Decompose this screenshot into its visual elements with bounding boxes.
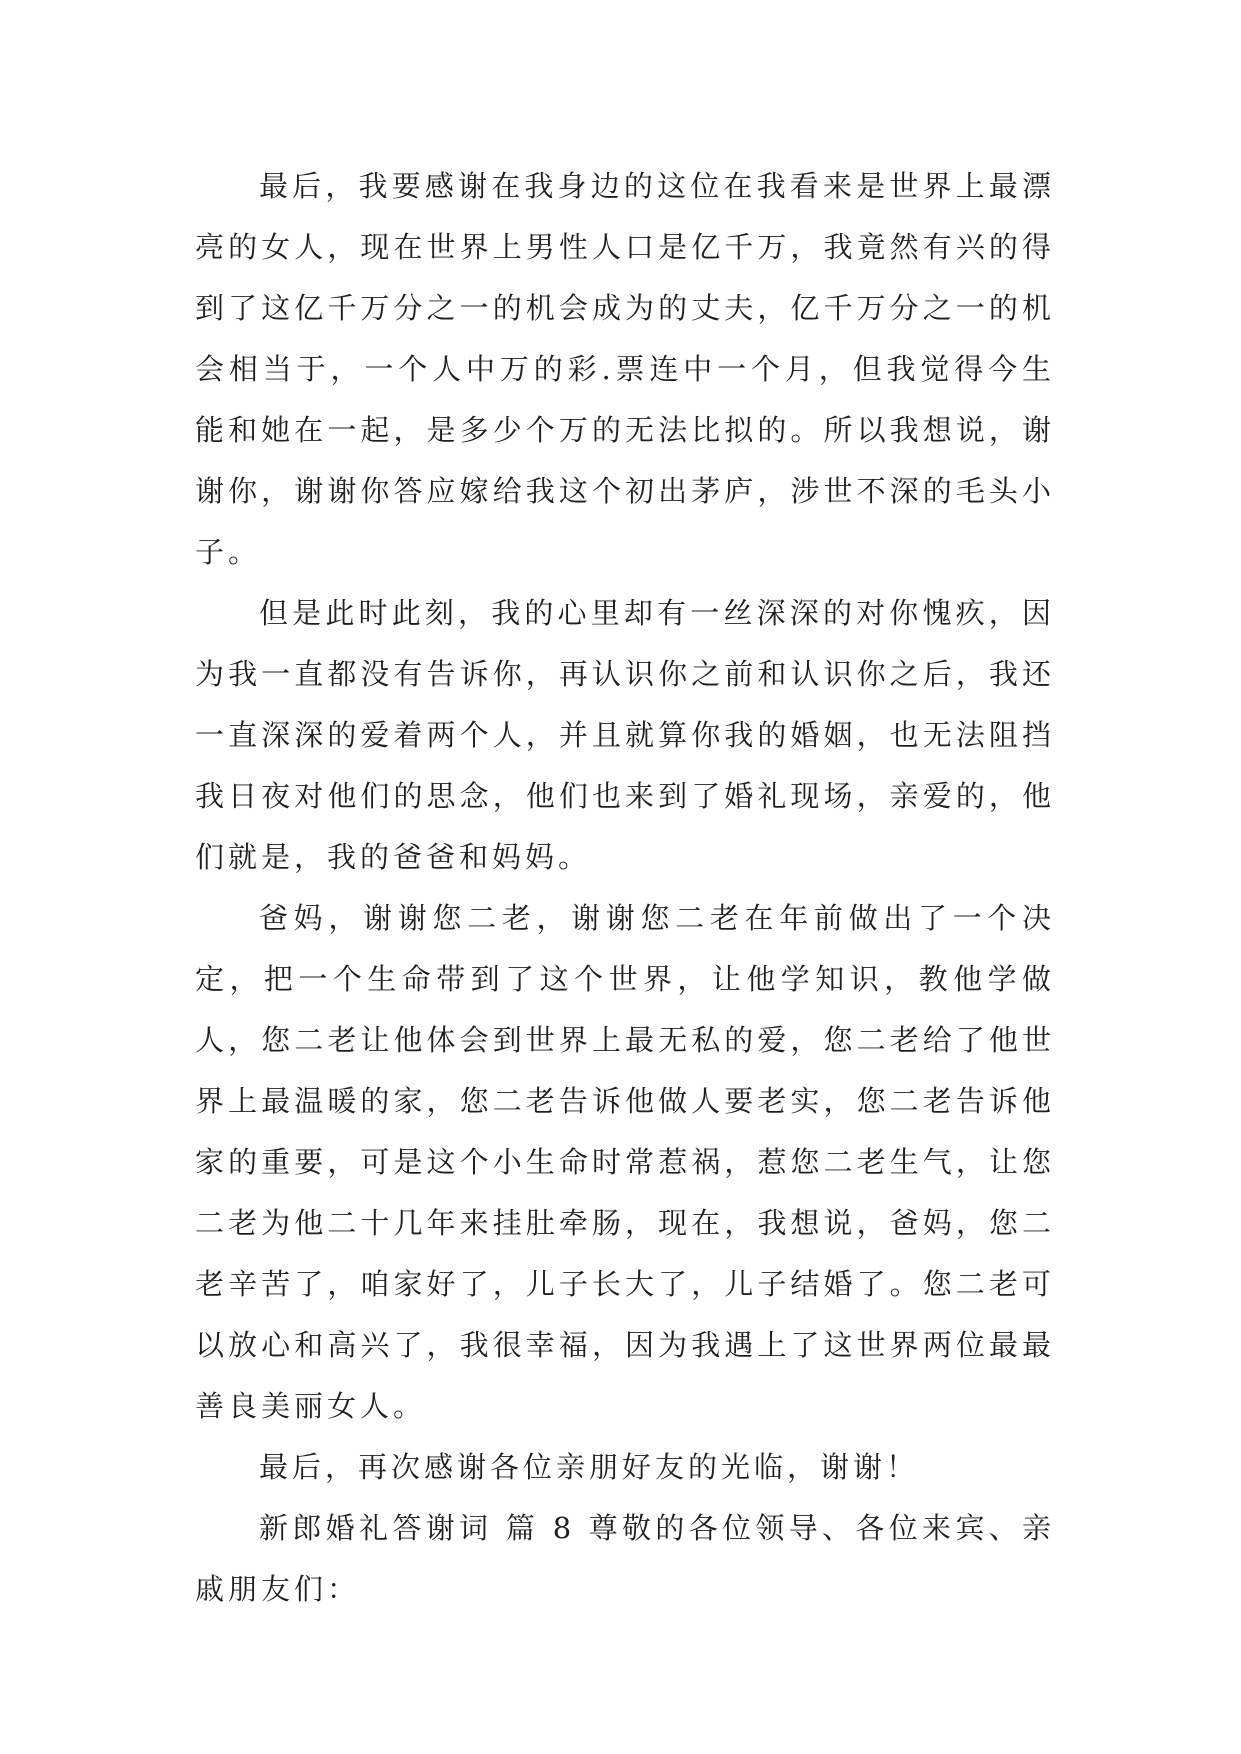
paragraph-thanks-bride: 最后，我要感谢在我身边的这位在我看来是世界上最漂亮的女人，现在世界上男性人口是亿千万，我竟然有兴的得到了这亿千万分之一的机会成为的丈夫，亿千万分之一的机会相当于，一个人中万的彩.票连中一个月，但我觉得今生能和她在一起，是多少个万的无法比拟的。所以我想说，谢谢你，谢谢你答应嫁给我这个初出茅庐，涉世不深的毛头小子。 <box>195 169 1055 569</box>
paragraph-guilt-parents: 但是此时此刻，我的心里却有一丝深深的对你愧疚，因为我一直都没有告诉你，再认识你之前和认识你之后，我还一直深深的爱着两个人，并且就算你我的婚姻，也无法阻挡我日夜对他们的思念，他们也来到了婚礼现场，亲爱的，他们就是，我的爸爸和妈妈。 <box>195 596 1055 874</box>
document-body <box>195 156 1055 1620</box>
paragraph-thanks-parents: 爸妈，谢谢您二老，谢谢您二老在年前做出了一个决定，把一个生命带到了这个世界，让他学知识，教他学做人，您二老让他体会到世界上最无私的爱，您二老给了他世界上最温暖的家，您二老告诉他做人要老实，您二老告诉他家的重要，可是这个小生命时常惹祸，惹您二老生气，让您二老为他二十几年来挂肚牵肠，现在，我想说，爸妈，您二老辛苦了，咱家好了，儿子长大了，儿子结婚了。您二老可以放心和高兴了，我很幸福，因为我遇上了这世界两位最最善良美丽女人。 <box>195 901 1055 1423</box>
paragraph-thanks-guests: 最后，再次感谢各位亲朋好友的光临，谢谢！ <box>259 1450 920 1484</box>
paragraph-section-8-heading: 新郎婚礼答谢词 篇 8 尊敬的各位领导、各位来宾、亲戚朋友们： <box>195 1511 1055 1606</box>
